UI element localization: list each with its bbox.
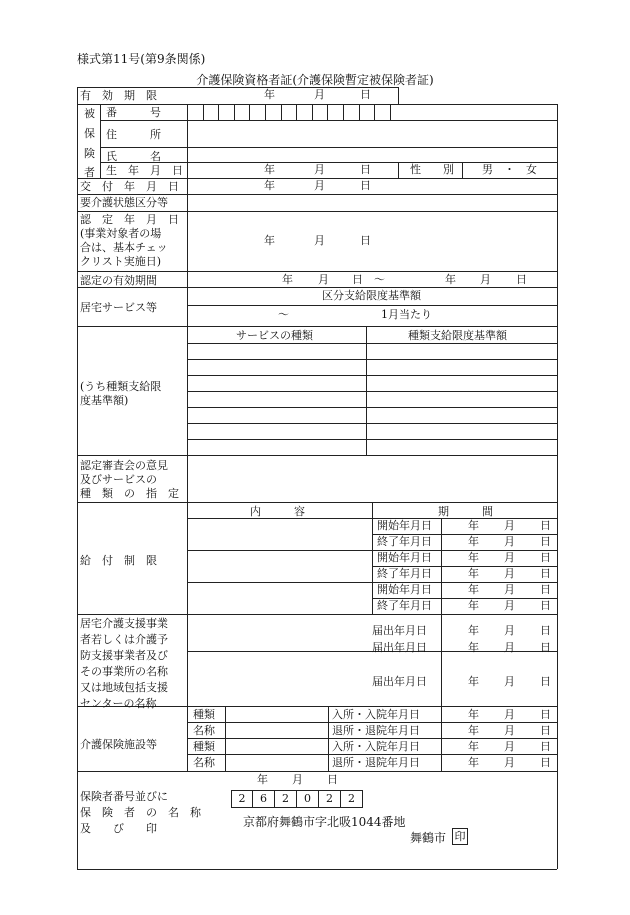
- cert-period-label: 認定の有効期間: [80, 274, 157, 287]
- issue-year: 年: [264, 179, 275, 192]
- cert-date-year: 年: [264, 234, 275, 247]
- rule-line: [441, 706, 442, 771]
- rule-line: [187, 439, 557, 440]
- period-from-year: 年: [282, 273, 293, 286]
- insured-char-2: 保: [84, 127, 95, 140]
- facility-month: 月: [504, 724, 515, 737]
- rule-line: [398, 87, 399, 104]
- rule-line: [187, 343, 557, 344]
- name-label: 氏 名: [106, 150, 161, 163]
- start-date-label: 開始年月日: [377, 551, 432, 564]
- benefit-day: 日: [540, 535, 551, 548]
- rule-line: [343, 104, 344, 120]
- insurer-address: 京都府舞鶴市字北吸1044番地: [243, 815, 406, 829]
- benefit-year: 年: [468, 535, 479, 548]
- benefit-month: 月: [504, 519, 515, 532]
- facility-year: 年: [468, 756, 479, 769]
- facility-field-label: 種類: [193, 708, 215, 721]
- end-date-label: 終了年月日: [377, 567, 432, 580]
- support-day: 日: [540, 675, 551, 688]
- rule-line: [77, 326, 557, 327]
- rule-line: [100, 147, 557, 148]
- rule-line: [187, 391, 557, 392]
- rule-line: [374, 104, 375, 120]
- cert-date-line-4: クリスト実施日): [80, 255, 162, 268]
- facility-month: 月: [504, 708, 515, 721]
- support-line-1: 居宅介護支援事業: [80, 617, 168, 630]
- rule-line: [296, 104, 297, 120]
- insurer-day: 日: [327, 773, 338, 786]
- birth-day: 日: [360, 163, 371, 176]
- home-service-tilde: 〜: [278, 308, 289, 321]
- rule-line: [557, 104, 558, 869]
- rule-line: [187, 375, 557, 376]
- validity-label: 有 効 期 限: [80, 89, 157, 102]
- birth-month: 月: [314, 163, 325, 176]
- facility-year: 年: [468, 708, 479, 721]
- rule-line: [203, 104, 204, 120]
- benefit-day: 日: [540, 583, 551, 596]
- facility-day: 日: [540, 756, 551, 769]
- rule-line: [187, 407, 557, 408]
- facility-date-label: 退所・退院年月日: [332, 724, 420, 737]
- insurer-line-1: 保険者番号並びに: [80, 790, 168, 803]
- facility-year: 年: [468, 740, 479, 753]
- rule-line: [372, 502, 373, 614]
- benefit-day: 日: [540, 519, 551, 532]
- care-level-label: 要介護状態区分等: [80, 196, 168, 209]
- start-date-label: 開始年月日: [377, 519, 432, 532]
- rule-line: [281, 104, 282, 120]
- rule-line: [327, 104, 328, 120]
- facility-day: 日: [540, 740, 551, 753]
- benefit-year: 年: [468, 551, 479, 564]
- support-day: 日: [540, 624, 551, 637]
- rule-line: [77, 869, 557, 870]
- facility-date-label: 入所・入院年月日: [332, 740, 420, 753]
- support-month: 月: [504, 675, 515, 688]
- period-to-month: 月: [480, 273, 491, 286]
- rule-line: [312, 104, 313, 120]
- rule-line: [234, 104, 235, 120]
- validity-day: 日: [360, 88, 371, 101]
- period-tilde: 〜: [374, 273, 385, 286]
- rule-line: [100, 120, 557, 121]
- rule-line: [328, 706, 329, 771]
- facility-field-label: 名称: [193, 724, 215, 737]
- insured-char-1: 被: [84, 107, 95, 120]
- notify-date-label: 届出年月日: [372, 624, 427, 637]
- insurer-seal: 印: [452, 828, 468, 845]
- insurer-digit-2: 6: [253, 790, 275, 808]
- service-type-header: サービスの種類: [236, 329, 313, 342]
- facility-month: 月: [504, 740, 515, 753]
- service-types-line-2: 度基準額): [80, 394, 129, 407]
- benefit-month: 月: [504, 599, 515, 612]
- end-date-label: 終了年月日: [377, 599, 432, 612]
- rule-line: [187, 738, 557, 739]
- support-line-3: 防支援事業者及び: [80, 649, 168, 662]
- support-line-4: その事業所の名称: [80, 665, 168, 678]
- facility-date-label: 入所・入院年月日: [332, 708, 420, 721]
- insurer-year: 年: [257, 773, 268, 786]
- insurer-digit-3: 2: [275, 790, 297, 808]
- facility-label: 介護保険施設等: [80, 738, 157, 751]
- benefit-limit-label: 給 付 制 限: [80, 554, 157, 567]
- facility-day: 日: [540, 708, 551, 721]
- rule-line: [187, 305, 557, 306]
- rule-line: [187, 104, 557, 105]
- opinion-line-1: 認定審査会の意見: [80, 459, 168, 472]
- insurer-city: 舞鶴市: [410, 831, 447, 845]
- support-line-6: センターの名称: [80, 697, 157, 710]
- facility-field-label: 名称: [193, 756, 215, 769]
- benefit-month: 月: [504, 583, 515, 596]
- benefit-year: 年: [468, 567, 479, 580]
- rule-line: [77, 502, 557, 503]
- support-day: 日: [540, 641, 551, 654]
- insured-char-4: 者: [84, 166, 95, 179]
- facility-month: 月: [504, 756, 515, 769]
- form-title: 介護保険資格者証(介護保険暫定被保険者証): [196, 73, 434, 87]
- issue-day: 日: [360, 179, 371, 192]
- insured-char-3: 険: [84, 147, 95, 160]
- insurer-digit-1: 2: [231, 790, 253, 808]
- home-service-label: 居宅サービス等: [80, 301, 157, 314]
- cert-date-line-1: 認 定 年 月 日: [80, 213, 179, 226]
- benefit-month: 月: [504, 551, 515, 564]
- rule-line: [187, 104, 188, 771]
- sex-label: 性 別: [410, 163, 454, 176]
- insurer-month: 月: [292, 773, 303, 786]
- benefit-month: 月: [504, 535, 515, 548]
- rule-line: [77, 271, 557, 272]
- rule-line: [265, 104, 266, 120]
- support-year: 年: [468, 624, 479, 637]
- period-from-day: 日: [352, 273, 363, 286]
- sex-value: 男 ・ 女: [482, 163, 537, 176]
- rule-line: [398, 162, 399, 178]
- benefit-year: 年: [468, 583, 479, 596]
- facility-date-label: 退所・退院年月日: [332, 756, 420, 769]
- rule-line: [359, 104, 360, 120]
- rule-line: [441, 614, 442, 706]
- insurer-line-2: 保 険 者 の 名 称: [80, 806, 201, 819]
- rule-line: [225, 706, 226, 771]
- rule-line: [77, 87, 78, 869]
- period-header: 期 間: [438, 505, 493, 518]
- rule-line: [187, 359, 557, 360]
- rule-line: [77, 455, 557, 456]
- start-date-label: 開始年月日: [377, 583, 432, 596]
- notify-date-label: 届出年月日: [372, 675, 427, 688]
- insurer-digit-6: 2: [341, 790, 363, 808]
- benefit-year: 年: [468, 519, 479, 532]
- cert-date-month: 月: [314, 234, 325, 247]
- benefit-day: 日: [540, 551, 551, 564]
- rule-line: [249, 104, 250, 120]
- issue-label: 交 付 年 月 日: [80, 180, 179, 193]
- rule-line: [77, 771, 557, 772]
- rule-line: [462, 162, 463, 178]
- end-date-label: 終了年月日: [377, 535, 432, 548]
- insurer-digit-4: 0: [297, 790, 319, 808]
- benefit-month: 月: [504, 567, 515, 580]
- rule-line: [366, 326, 367, 455]
- rule-line: [390, 104, 391, 120]
- number-label: 番 号: [106, 106, 161, 119]
- address-label: 住 所: [106, 128, 161, 141]
- validity-month: 月: [314, 88, 325, 101]
- support-line-2: 者若しくは介護予: [80, 633, 168, 646]
- period-from-month: 月: [318, 273, 329, 286]
- content-header: 内 容: [250, 505, 305, 518]
- insurer-digit-5: 2: [319, 790, 341, 808]
- rule-line: [100, 104, 101, 178]
- rule-line: [187, 423, 557, 424]
- benefit-day: 日: [540, 599, 551, 612]
- period-to-day: 日: [516, 273, 527, 286]
- birth-year: 年: [264, 163, 275, 176]
- issue-month: 月: [314, 179, 325, 192]
- facility-field-label: 種類: [193, 740, 215, 753]
- cert-date-day: 日: [360, 234, 371, 247]
- facility-year: 年: [468, 724, 479, 737]
- benefit-day: 日: [540, 567, 551, 580]
- rule-line: [77, 614, 557, 615]
- rule-line: [187, 722, 557, 723]
- limit-label: 区分支給限度基準額: [322, 289, 421, 302]
- support-year: 年: [468, 675, 479, 688]
- support-month: 月: [504, 624, 515, 637]
- period-to-year: 年: [445, 273, 456, 286]
- opinion-line-2: 及びサービスの: [80, 473, 157, 486]
- validity-year: 年: [264, 88, 275, 101]
- cert-date-line-3: 合は、基本チェッ: [80, 241, 168, 254]
- benefit-year: 年: [468, 599, 479, 612]
- opinion-line-3: 種 類 の 指 定: [80, 487, 179, 500]
- type-limit-header: 種類支給限度基準額: [408, 329, 507, 342]
- support-month: 月: [504, 641, 515, 654]
- rule-line: [187, 754, 557, 755]
- notify-date-label: 届出年月日: [372, 641, 427, 654]
- support-line-5: 又は地域包括支援: [80, 681, 168, 694]
- form-number: 様式第11号(第9条関係): [77, 52, 206, 66]
- insurer-line-3: 及 び 印: [80, 822, 157, 835]
- support-year: 年: [468, 641, 479, 654]
- per-month: 1月当たり: [381, 308, 432, 321]
- service-types-line-1: (うち種類支給限: [80, 380, 162, 393]
- rule-line: [441, 518, 442, 614]
- rule-line: [218, 104, 219, 120]
- cert-date-line-2: (事業対象者の場: [80, 227, 162, 240]
- birth-label: 生 年 月 日: [106, 164, 183, 177]
- facility-day: 日: [540, 724, 551, 737]
